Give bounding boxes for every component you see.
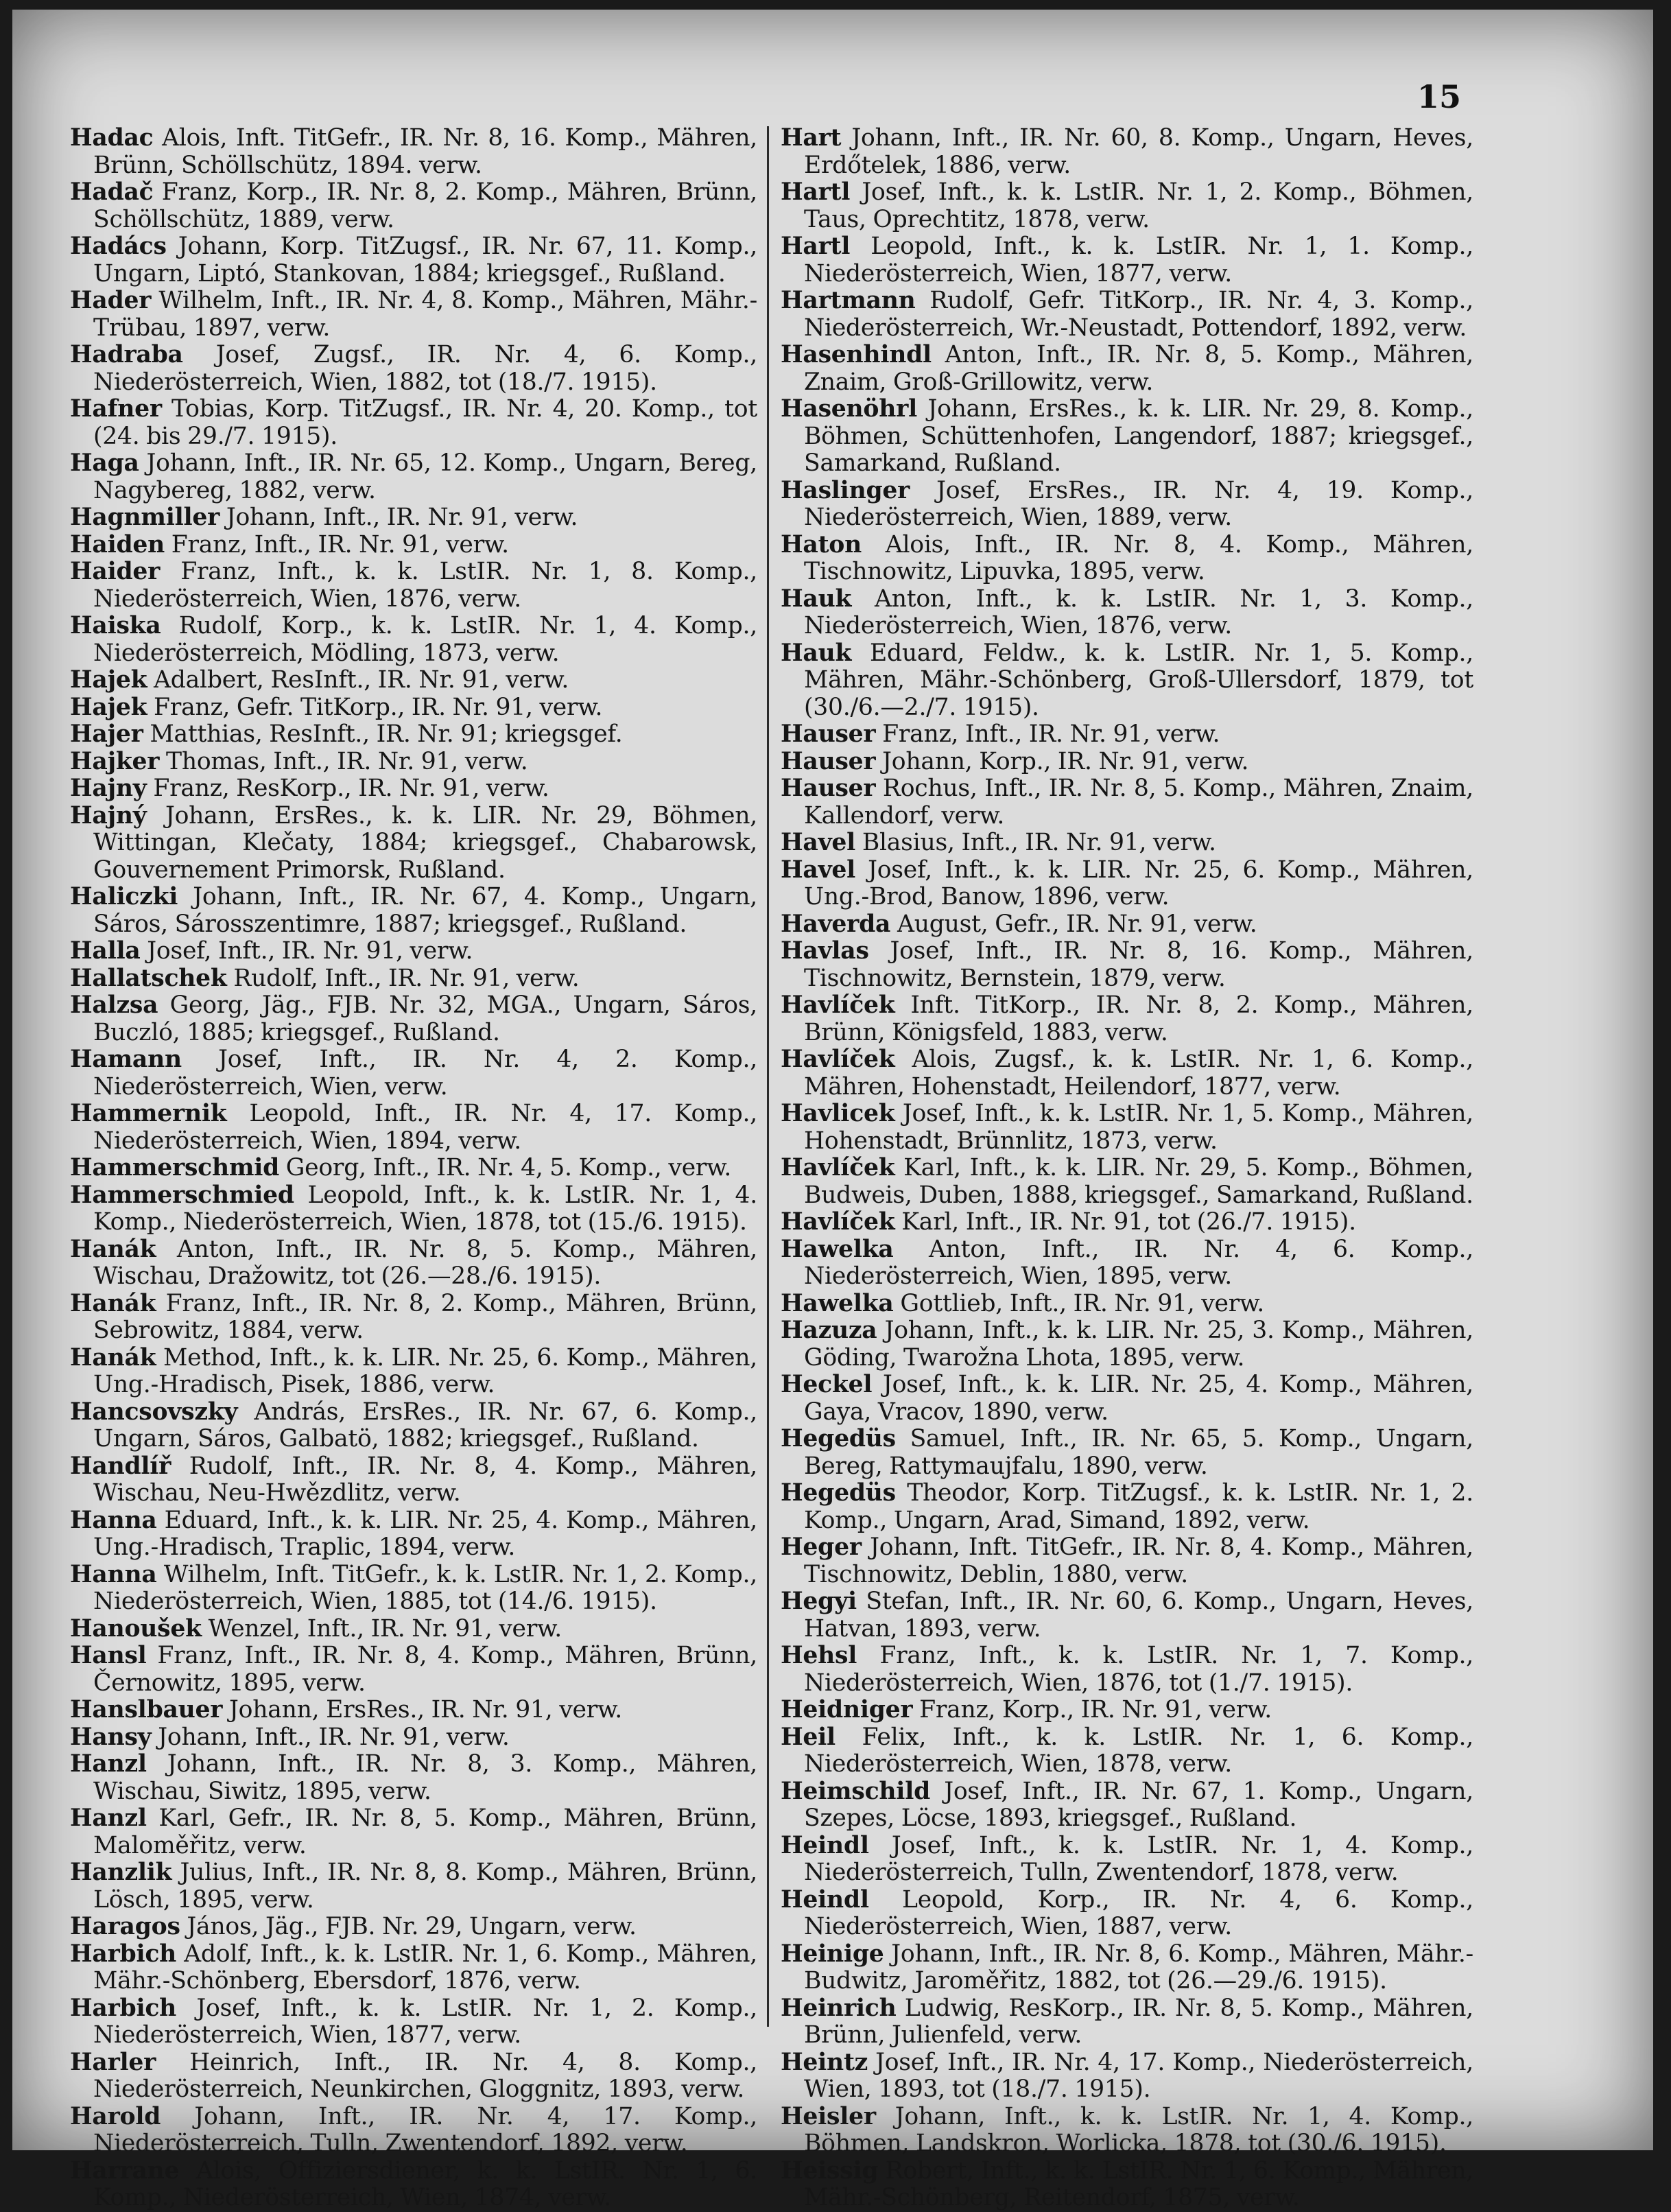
entry-surname: Hegedüs [781,1425,896,1452]
register-entry [70,1291,757,1345]
entry-surname: Hartl [781,178,851,206]
entry-details: Josef, Inft., k. k. LIR. Nr. 25, 6. Komp., Mähren, Ung.-Brod, Banow, 1896, verw. [804,856,1473,910]
register-entry [70,1562,757,1616]
register-entry [781,287,1473,342]
register-entry [70,1345,757,1399]
entry-surname: Heil [781,1723,836,1751]
entry-surname: Hanslbauer [70,1696,223,1723]
entry-details: Gottlieb, Inft., IR. Nr. 91, verw. [900,1289,1265,1317]
entry-surname: Hanzlik [70,1859,172,1886]
register-entry [70,884,757,938]
page-number: 15 [1417,78,1461,115]
entry-details: Georg, Jäg., FJB. Nr. 32, MGA., Ungarn, Sáros, Buczló, 1885; kriegsgef., Rußland. [93,991,757,1046]
entry-surname: Halzsa [70,991,158,1019]
entry-details: Johann, Inft., IR. Nr. 91, verw. [158,1723,510,1751]
register-entry [781,938,1473,992]
entry-surname: Hanna [70,1506,157,1534]
entry-surname: Heindl [781,1885,869,1914]
register-entry [70,1914,757,1941]
entry-surname: Hajker [70,747,160,775]
entry-surname: Harbich [70,1994,177,2022]
register-entry [70,1643,757,1697]
register-entry [781,1588,1473,1643]
entry-details: Josef, Inft., k. k. LstIR. Nr. 1, 2. Komp., Niederösterreich, Wien, 1877, verw. [93,1994,757,2049]
register-entry [781,1697,1473,1724]
entry-details: Johann, Inft., IR. Nr. 4, 17. Komp., Niederösterreich, Tulln, Zwentendorf, 1892, verw. [93,2102,757,2157]
register-entry [781,1291,1473,1318]
column-divider [767,126,769,2027]
entry-details: Heinrich, Inft., IR. Nr. 4, 8. Komp., Niederösterreich, Neunkirchen, Gloggnitz, 1893, verw. [93,2048,757,2103]
entry-details: Johann, Inft., IR. Nr. 8, 3. Komp., Mähren, Wischau, Siwitz, 1895, verw. [93,1750,757,1805]
entry-details: Franz, ResKorp., IR. Nr. 91, verw. [153,775,549,802]
register-entry [70,287,757,342]
entry-surname: Heindl [781,1831,869,1859]
entry-surname: Haslinger [781,476,910,504]
entry-details: Johann, Inft., IR. Nr. 91, verw. [226,504,578,531]
register-entry [781,1534,1473,1588]
entry-details: Josef, Inft., IR. Nr. 4, 2. Komp., Niederösterreich, Wien, verw. [93,1046,757,1101]
register-entry [781,749,1473,776]
entry-surname: Havlicek [781,1100,895,1127]
entry-details: Wenzel, Inft., IR. Nr. 91, verw. [208,1614,562,1643]
entry-details: Franz, Inft., IR. Nr. 91, verw. [171,530,509,558]
entry-details: Alois, Offiziersdiener, k. k. LstIR. Nr. 1, 6. Komp., Niederösterreich, Wien, 1874, verw. [93,2156,757,2211]
entry-details: Alois, Inft. TitGefr., IR. Nr. 8, 16. Komp., Mähren, Brünn, Schöllschütz, 1894. verw. [93,124,757,179]
register-entry [781,1887,1473,1941]
entry-surname: Hammernik [70,1100,227,1127]
entry-details: János, Jäg., FJB. Nr. 29, Ungarn, verw. [187,1913,637,1940]
entry-surname: Hamann [70,1046,182,1073]
entry-details: Rudolf, Inft., IR. Nr. 8, 4. Komp., Mähren, Wischau, Neu-Hwězdlitz, verw. [93,1452,757,1507]
left-column [70,125,757,2212]
register-entry [70,1155,757,1182]
entry-surname: Havlas [781,937,869,965]
entry-details: Tobias, Korp. TitZugsf., IR. Nr. 4, 20. Komp., tot (24. bis 29./7. 1915). [93,395,757,450]
entry-surname: Hallatschek [70,964,227,992]
entry-surname: Hart [781,124,842,152]
entry-surname: Hartl [781,233,851,260]
register-entry [70,721,757,749]
entry-surname: Heimschild [781,1777,931,1805]
entry-details: Johann, Korp. TitZugsf., IR. Nr. 67, 11. Komp., Ungarn, Liptó, Stankovan, 1884; kriegsgef., Rußland. [93,233,757,287]
register-entry [70,1859,757,1914]
entry-details: Johann, Inft., IR. Nr. 8, 6. Komp., Mähren, Mähr.-Budwitz, Jaroměřitz, 1882, tot (26.—29./6. 1915). [804,1940,1473,1995]
entry-surname: Haiden [70,530,165,558]
register-entry [781,396,1473,478]
entry-details: Johann, Inft., IR. Nr. 65, 12. Komp., Ungarn, Bereg, Nagybereg, 1882, verw. [93,449,757,504]
entry-surname: Hansl [70,1642,147,1669]
entry-surname: Hasenhindl [781,341,932,368]
entry-surname: Havlíček [781,1046,895,1073]
register-entry [781,1372,1473,1426]
entry-surname: Harold [70,2102,161,2130]
register-entry [781,2104,1473,2158]
register-entry [781,1724,1473,1778]
register-entry [70,1697,757,1724]
entry-details: Josef, Inft., k. k. LstIR. Nr. 1, 2. Komp., Böhmen, Taus, Oprechtitz, 1878, verw. [804,178,1474,233]
register-entry [781,233,1473,287]
scanned-page [12,10,1653,2211]
entry-details: Josef, Inft., IR. Nr. 4, 17. Komp., Niederösterreich, Wien, 1893, tot (18./7. 1915). [804,2048,1473,2103]
entry-details: Franz, Korp., IR. Nr. 8, 2. Komp., Mähren, Brünn, Schöllschütz, 1889, verw. [93,178,757,233]
entry-details: Method, Inft., k. k. LIR. Nr. 25, 6. Komp., Mähren, Ung.-Hradisch, Pisek, 1886, verw. [93,1343,757,1398]
entry-surname: Heintz [781,2048,868,2076]
entry-details: Adalbert, ResInft., IR. Nr. 91, verw. [154,666,569,694]
entry-surname: Haiska [70,612,161,639]
register-entry [70,749,757,776]
register-entry [781,1833,1473,1887]
entry-details: Johann, ErsRes., k. k. LIR. Nr. 29, 8. Komp., Böhmen, Schüttenhofen, Langendorf, 1887; kriegsgef., Samarkand, Rußland. [804,395,1473,477]
entry-details: Stefan, Inft., IR. Nr. 60, 6. Komp., Ungarn, Heves, Hatvan, 1893, verw. [804,1588,1473,1643]
register-entry [781,2158,1473,2212]
entry-surname: Havlíček [781,1154,895,1181]
entry-details: Robert, Inft., k. k. LstIR. Nr. 1, 6. Komp., Mähren, Mähr.-Schönberg, Reitendorf, 1875, verw. [804,2156,1473,2211]
entry-surname: Hasenöhrl [781,395,917,423]
entry-surname: Heckel [781,1371,873,1398]
register-entry [781,1155,1473,1209]
entry-details: Johann, ErsRes., IR. Nr. 91, verw. [229,1696,622,1723]
entry-surname: Haverda [781,910,891,938]
entry-details: Johann, Inft. TitGefr., IR. Nr. 8, 4. Komp., Mähren, Tischnowitz, Deblin, 1880, verw. [804,1533,1473,1588]
entry-details: Anton, Inft., IR. Nr. 8, 5. Komp., Mähren, Znaim, Groß-Grillowitz, verw. [804,341,1473,396]
entry-surname: Hagnmiller [70,504,220,531]
entry-details: August, Gefr., IR. Nr. 91, verw. [897,910,1257,938]
register-entry [70,992,757,1046]
entry-details: Wilhelm, Inft. TitGefr., k. k. LstIR. Nr. 1, 2. Komp., Niederösterreich, Wien, 1885, tot (14./6. 1915). [93,1560,757,1615]
register-entry [70,1751,757,1805]
entry-surname: Hartmann [781,287,916,314]
entry-surname: Hawelka [781,1235,894,1263]
register-entry [70,667,757,694]
register-entry [70,2049,757,2104]
entry-surname: Haton [781,530,862,558]
register-entry [70,504,757,532]
entry-surname: Hanák [70,1235,156,1263]
register-entry [781,1101,1473,1155]
entry-details: Johann, Korp., IR. Nr. 91, verw. [882,747,1249,775]
register-entry [70,1995,757,2049]
register-entry [70,1507,757,1562]
entry-surname: Hancsovszky [70,1398,238,1426]
entry-details: Karl, Inft., IR. Nr. 91, tot (26./7. 1915). [901,1208,1356,1236]
register-entry [70,694,757,722]
register-entry [781,830,1473,857]
entry-details: Alois, Zugsf., k. k. LstIR. Nr. 1, 6. Komp., Mähren, Hohenstadt, Heilendorf, 1877, verw. [804,1046,1473,1101]
register-entry [70,450,757,504]
entry-surname: Hazuza [781,1317,877,1344]
register-entry [70,1101,757,1155]
entry-details: Franz, Inft., k. k. LstIR. Nr. 1, 8. Komp., Niederösterreich, Wien, 1876, verw. [93,558,757,613]
register-entry [70,1182,757,1236]
entry-details: Franz, Korp., IR. Nr. 91, verw. [919,1696,1272,1723]
entry-details: Rudolf, Inft., IR. Nr. 91, verw. [233,964,580,992]
entry-surname: Havel [781,829,856,856]
entry-surname: Hanoušek [70,1614,202,1643]
register-entry [70,613,757,667]
entry-details: Rudolf, Gefr. TitKorp., IR. Nr. 4, 3. Komp., Niederösterreich, Wr.-Neustadt, Pottendorf, 1892, verw. [804,287,1473,342]
entry-surname: Hadraba [70,341,183,368]
entry-surname: Hansy [70,1723,152,1751]
entry-surname: Hanna [70,1560,157,1588]
entry-details: Rochus, Inft., IR. Nr. 8, 5. Komp., Mähren, Znaim, Kallendorf, verw. [804,775,1473,830]
entry-details: Josef, Zugsf., IR. Nr. 4, 6. Komp., Niederösterreich, Wien, 1882, tot (18./7. 1915). [93,341,757,396]
register-entry [70,1616,757,1643]
entry-details: Theodor, Korp. TitZugsf., k. k. LstIR. Nr. 1, 2. Komp., Ungarn, Arad, Simand, 1892, verw. [804,1479,1473,1534]
register-entry [70,179,757,233]
entry-details: Josef, Inft., IR. Nr. 67, 1. Komp., Ungarn, Szepes, Löcse, 1893, kriegsgef., Rußland. [804,1777,1473,1832]
entry-details: Eduard, Inft., k. k. LIR. Nr. 25, 4. Komp., Mähren, Ung.-Hradisch, Traplic, 1894, verw. [93,1506,758,1561]
entry-surname: Harbich [70,1940,177,1968]
entry-surname: Hafner [70,395,162,423]
register-entry [70,803,757,884]
register-entry [781,125,1473,179]
register-entry [781,992,1473,1046]
entry-surname: Heinrich [781,1994,897,2022]
entry-surname: Hammerschmid [70,1154,280,1181]
register-entry [781,640,1473,722]
entry-details: Johann, ErsRes., k. k. LIR. Nr. 29, Böhmen, Wittingan, Klečaty, 1884; kriegsgef., Chabarowsk, Gouvernement Primorsk, Rußland. [93,801,757,884]
register-entry [781,721,1473,749]
entry-details: Leopold, Inft., IR. Nr. 4, 17. Komp., Niederösterreich, Wien, 1894, verw. [93,1100,757,1155]
register-entry [781,2049,1473,2104]
entry-surname: Hajek [70,666,147,694]
entry-surname: Havel [781,856,856,884]
register-entry [781,478,1473,532]
register-entry [781,1426,1473,1480]
entry-details: Thomas, Inft., IR. Nr. 91, verw. [166,747,528,775]
register-entry [781,911,1473,939]
register-entry [70,2104,757,2158]
register-entry [70,1941,757,1995]
entry-surname: Hadač [70,178,154,206]
register-entry [70,775,757,803]
entry-details: Franz, Inft., k. k. LstIR. Nr. 1, 7. Komp., Niederösterreich, Wien, 1876, tot (1./7. 1915). [804,1642,1473,1697]
entry-details: Johann, Inft., k. k. LIR. Nr. 25, 3. Komp., Mähren, Göding, Twarožna Lhota, 1895, verw. [804,1317,1473,1372]
register-entry [781,1209,1473,1236]
entry-surname: Heger [781,1533,862,1561]
entry-surname: Hauk [781,585,852,613]
entry-surname: Heinige [781,1940,884,1968]
entry-details: Alois, Inft., IR. Nr. 8, 4. Komp., Mähren, Tischnowitz, Lipuvka, 1895, verw. [804,530,1473,585]
entry-surname: Hehsl [781,1642,857,1669]
entry-surname: Handlíř [70,1452,171,1480]
entry-details: Josef, Inft., IR. Nr. 8, 16. Komp., Mähren, Tischnowitz, Bernstein, 1879, verw. [804,937,1473,992]
entry-details: Leopold, Inft., k. k. LstIR. Nr. 1, 1. Komp., Niederösterreich, Wien, 1877, verw. [804,233,1473,287]
entry-surname: Haragos [70,1913,180,1940]
entry-details: Josef, Inft., k. k. LstIR. Nr. 1, 5. Komp., Mähren, Hohenstadt, Brünnlitz, 1873, verw. [804,1100,1473,1155]
entry-details: Anton, Inft., IR. Nr. 4, 6. Komp., Niederösterreich, Wien, 1895, verw. [804,1235,1473,1290]
register-entry [781,1643,1473,1697]
register-entry [70,532,757,559]
register-entry [70,1046,757,1101]
entry-surname: Hauser [781,720,876,748]
register-entry [70,125,757,179]
entry-surname: Hammerschmied [70,1181,294,1209]
entry-surname: Hajek [70,693,147,721]
entry-surname: Hanzl [70,1804,147,1832]
entry-details: Julius, Inft., IR. Nr. 8, 8. Komp., Mähren, Brünn, Lösch, 1895, verw. [93,1859,757,1914]
entry-surname: Hauser [781,747,876,775]
register-entry [70,396,757,450]
entry-details: Samuel, Inft., IR. Nr. 65, 5. Komp., Ungarn, Bereg, Rattymaujfalu, 1890, verw. [804,1425,1473,1480]
entry-details: Anton, Inft., k. k. LstIR. Nr. 1, 3. Komp., Niederösterreich, Wien, 1876, verw. [804,585,1473,639]
entry-surname: Havlíček [781,991,895,1019]
register-entry [781,775,1473,830]
register-entry [70,1805,757,1859]
entry-surname: Hajny [70,775,147,802]
right-column [781,125,1473,2212]
entry-surname: Hajný [70,801,147,830]
entry-surname: Heissig [781,2156,879,2185]
entry-details: Blasius, Inft., IR. Nr. 91, verw. [862,829,1216,856]
entry-details: Leopold, Inft., k. k. LstIR. Nr. 1, 4. Komp., Niederösterreich, Wien, 1878, tot (15./6. 1915). [93,1181,757,1236]
register-entry [70,233,757,287]
entry-surname: Hadac [70,124,154,152]
entry-details: Matthias, ResInft., IR. Nr. 91; kriegsgef. [150,720,623,748]
entry-details: Franz, Inft., IR. Nr. 8, 2. Komp., Mähren, Brünn, Sebrowitz, 1884, verw. [93,1289,757,1344]
register-entry [70,938,757,965]
entry-details: Josef, Inft., k. k. LstIR. Nr. 1, 4. Komp., Niederösterreich, Tulln, Zwentendorf, 1878, verw. [804,1831,1473,1886]
register-entry [70,1453,757,1507]
entry-surname: Hegedüs [781,1479,896,1507]
register-entry [781,532,1473,586]
entry-details: Franz, Inft., IR. Nr. 8, 4. Komp., Mähren, Brünn, Černowitz, 1895, verw. [93,1642,757,1697]
entry-surname: Heidniger [781,1696,913,1723]
register-entry [781,1236,1473,1291]
entry-details: Franz, Inft., IR. Nr. 91, verw. [882,720,1220,748]
register-entry [781,179,1473,233]
entry-details: Inft. TitKorp., IR. Nr. 8, 2. Komp., Mähren, Brünn, Königsfeld, 1883, verw. [804,991,1473,1046]
entry-details: Karl, Gefr., IR. Nr. 8, 5. Komp., Mähren, Brünn, Maloměřitz, verw. [93,1804,758,1859]
entry-details: Ludwig, ResKorp., IR. Nr. 8, 5. Komp., Mähren, Brünn, Julienfeld, verw. [804,1994,1474,2049]
entry-details: Wilhelm, Inft., IR. Nr. 4, 8. Komp., Mähren, Mähr.-Trübau, 1897, verw. [93,287,757,342]
entry-details: Leopold, Korp., IR. Nr. 4, 6. Komp., Niederösterreich, Wien, 1887, verw. [804,1885,1473,1940]
entry-details: Eduard, Feldw., k. k. LstIR. Nr. 1, 5. Komp., Mähren, Mähr.-Schönberg, Groß-Ullersdorf, 1879, tot (30./6.—2./7. 1915). [804,639,1473,721]
entry-surname: Halla [70,937,141,965]
register-entry [781,1317,1473,1372]
entry-surname: Hauser [781,775,876,802]
register-entry [70,342,757,396]
entry-details: Johann, Inft., IR. Nr. 60, 8. Komp., Ungarn, Heves, Erdőtelek, 1886, verw. [804,124,1473,179]
entry-details: Adolf, Inft., k. k. LstIR. Nr. 1, 6. Komp., Mähren, Mähr.-Schönberg, Ebersdorf, 1876, verw. [93,1940,758,1995]
entry-surname: Harler [70,2048,156,2076]
entry-surname: Hanák [70,1289,156,1317]
register-entry [70,1236,757,1291]
entry-surname: Haider [70,558,161,585]
entry-surname: Harrane [70,2156,180,2185]
entry-surname: Hadács [70,233,167,260]
entry-details: Rudolf, Korp., k. k. LstIR. Nr. 1, 4. Komp., Niederösterreich, Mödling, 1873, verw. [93,612,757,667]
register-entry [781,1480,1473,1534]
register-entry [70,558,757,613]
register-entry [781,1995,1473,2049]
entry-surname: Haga [70,449,139,477]
entry-details: Felix, Inft., k. k. LstIR. Nr. 1, 6. Komp., Niederösterreich, Wien, 1878, verw. [804,1723,1473,1778]
entry-surname: Haliczki [70,883,178,910]
entry-surname: Hanák [70,1343,156,1372]
entry-details: Johann, Inft., k. k. LstIR. Nr. 1, 4. Komp., Böhmen, Landskron, Worlicka, 1878, tot (30./6. 1915). [804,2102,1473,2157]
entry-details: Johann, Inft., IR. Nr. 67, 4. Komp., Ungarn, Sáros, Sárosszentimre, 1887; kriegsgef., Rußland. [93,883,757,938]
register-entry [781,586,1473,640]
register-entry [781,1941,1473,1995]
entry-details: Karl, Inft., k. k. LIR. Nr. 29, 5. Komp., Böhmen, Budweis, Duben, 1888, kriegsgef., Samarkand, Rußland. [804,1154,1474,1209]
register-entry [70,1399,757,1453]
entry-details: Josef, Inft., k. k. LIR. Nr. 25, 4. Komp., Mähren, Gaya, Vracov, 1890, verw. [804,1371,1473,1426]
entry-surname: Heisler [781,2102,876,2130]
entry-surname: Hanzl [70,1750,147,1778]
register-entry [70,2158,757,2212]
entry-details: Josef, ErsRes., IR. Nr. 4, 19. Komp., Niederösterreich, Wien, 1889, verw. [804,476,1473,531]
register-entry [781,342,1473,396]
entry-surname: Hauk [781,639,852,667]
register-entry [781,1778,1473,1833]
entry-details: Josef, Inft., IR. Nr. 91, verw. [147,937,473,965]
entry-surname: Hader [70,287,152,314]
entry-details: Franz, Gefr. TitKorp., IR. Nr. 91, verw. [154,693,603,721]
entry-surname: Hegyi [781,1588,857,1615]
register-entry [781,1046,1473,1101]
entry-surname: Hajer [70,720,143,748]
register-entry [70,1724,757,1752]
entry-details: András, ErsRes., IR. Nr. 67, 6. Komp., Ungarn, Sáros, Galbatö, 1882; kriegsgef., Rußland. [93,1398,758,1452]
entry-details: Anton, Inft., IR. Nr. 8, 5. Komp., Mähren, Wischau, Dražowitz, tot (26.—28./6. 1915). [93,1235,758,1290]
entry-details: Georg, Inft., IR. Nr. 4, 5. Komp., verw. [285,1154,732,1181]
entry-surname: Hawelka [781,1289,894,1317]
register-entry [70,965,757,993]
entry-surname: Havlíček [781,1208,895,1236]
register-entry [781,857,1473,911]
